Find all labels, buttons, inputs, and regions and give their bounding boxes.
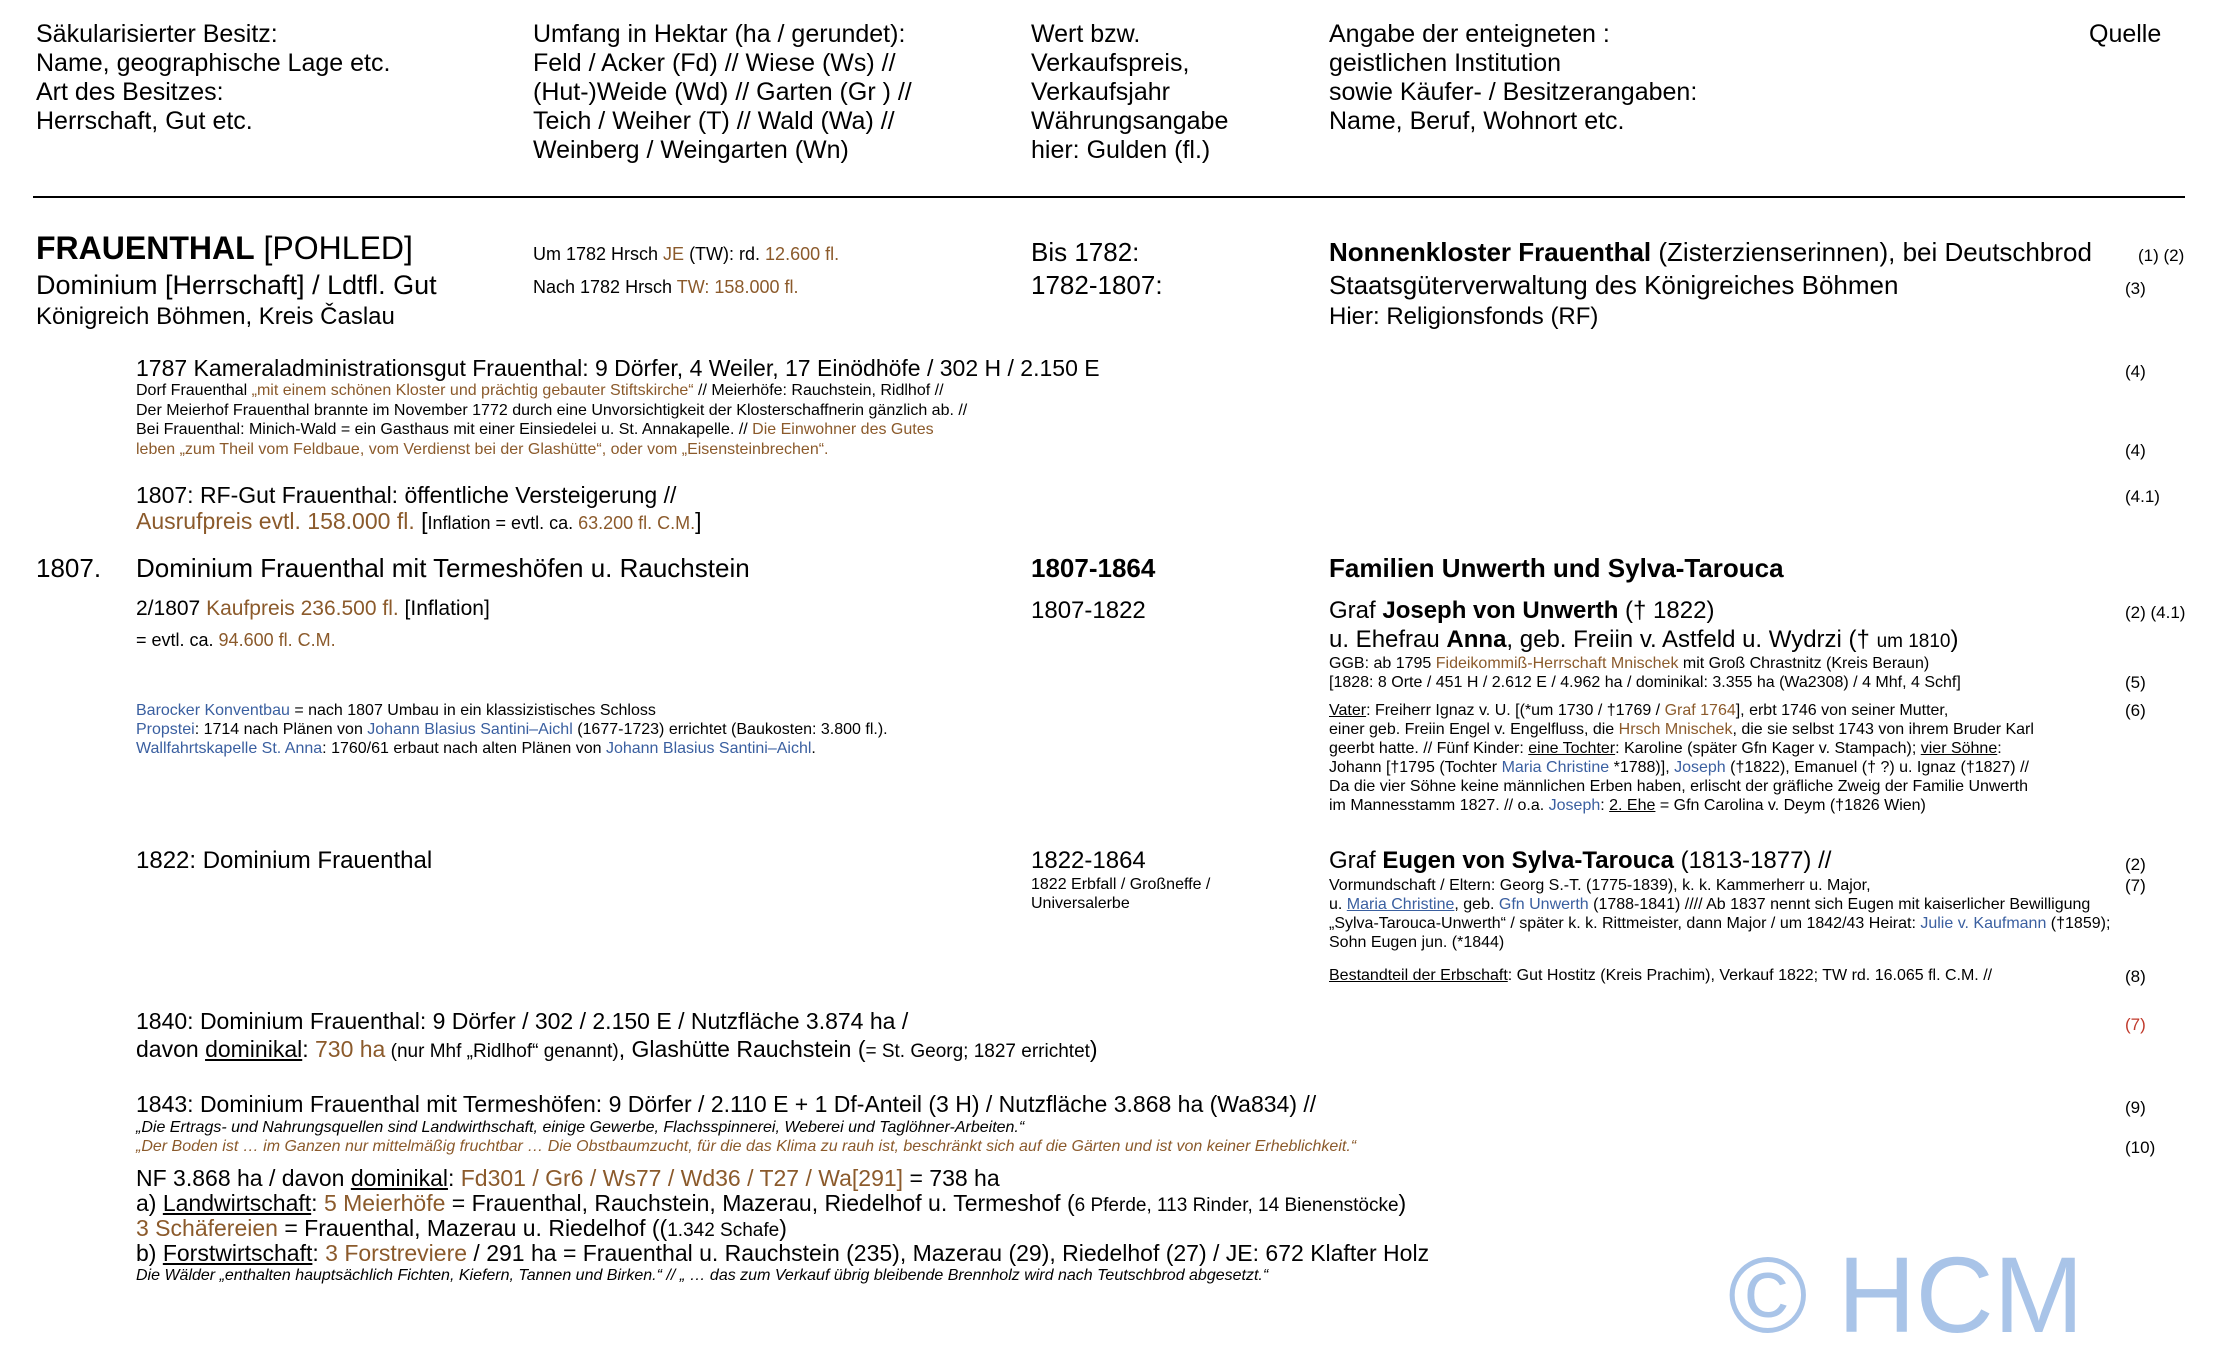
source-ref: (7) bbox=[2125, 1015, 2146, 1034]
header-col-property: Säkularisierter Besitz: Name, geographische Lage etc. Art des Besitzes: Herrschaft, Gut etc. bbox=[36, 20, 391, 135]
source-ref: (8) bbox=[2125, 967, 2146, 986]
section-1807-auction: 1807: RF-Gut Frauenthal: öffentliche Versteigerung // bbox=[136, 482, 677, 508]
estate-location: Königreich Böhmen, Kreis Časlau bbox=[36, 303, 395, 330]
period-1822-note: 1822 Erbfall / Großneffe / bbox=[1031, 876, 1211, 893]
owner-joseph-unwerth: Graf Joseph von Unwerth († 1822) bbox=[1329, 597, 1715, 624]
section-1787-title: 1787 Kameraladministrationsgut Frauenthal: 9 Dörfer, 4 Weiler, 17 Einödhöfe / 302 H / 2.150 E bbox=[136, 355, 1100, 381]
baroque-line: Propstei: 1714 nach Plänen von Johann Blasius Santini–Aichl (1677-1723) errichtet (Baukosten: 3.800 fl.). bbox=[136, 721, 888, 738]
inheritance-line: Bestandteil der Erbschaft: Gut Hostitz (Kreis Prachim), Verkauf 1822; TW rd. 16.065 fl. C.M. // bbox=[1329, 967, 1993, 984]
header-col-source: Quelle bbox=[2089, 20, 2162, 48]
estate-value-1782: Um 1782 Hrsch JE (TW): rd. 12.600 fl. bbox=[533, 244, 840, 264]
header-col-value: Wert bzw. Verkaufspreis, Verkaufsjahr Währungsangabe hier: Gulden (fl.) bbox=[1031, 20, 1229, 164]
guardian-line: Vormundschaft / Eltern: Georg S.-T. (1775-1839), k. k. Kammerherr u. Major, bbox=[1329, 877, 1871, 894]
estate-value-after-1782: Nach 1782 Hrsch TW: 158.000 fl. bbox=[533, 277, 799, 297]
father-line: im Mannesstamm 1827. // o.a. Joseph: 2. Ehe = Gfn Carolina v. Deym (†1826 Wien) bbox=[1329, 797, 1926, 814]
ggb-line: GGB: ab 1795 Fideikommiß-Herrschaft Mnischek mit Groß Chrastnitz (Kreis Beraun) bbox=[1329, 655, 1930, 672]
period-until-1782: Bis 1782: bbox=[1031, 237, 1140, 267]
source-ref: (4) bbox=[2125, 362, 2146, 381]
source-ref: (6) bbox=[2125, 701, 2146, 720]
purchase-price: 2/1807 Kaufpreis 236.500 fl. [Inflation] bbox=[136, 597, 490, 620]
forest-quote: Die Wälder „enthalten hauptsächlich Fichten, Kiefern, Tannen und Birken.“ // „ … das zum Verkauf übrig bleibende Brennholz wird nach Teutschbrod abgesetzt.“ bbox=[136, 1267, 1269, 1284]
source-ref: (1) (2) bbox=[2138, 246, 2185, 265]
source-ref: (3) bbox=[2125, 279, 2146, 298]
period-1807-1822: 1807-1822 bbox=[1031, 597, 1146, 624]
section-1807-title: Dominium Frauenthal mit Termeshöfen u. Rauchstein bbox=[136, 553, 750, 583]
owner-eugen-sylva-tarouca: Graf Eugen von Sylva-Tarouca (1813-1877) // bbox=[1329, 847, 1832, 874]
owner-religion-fund: Hier: Religionsfonds (RF) bbox=[1329, 303, 1599, 330]
quote-line: „Der Boden ist … im Ganzen nur mittelmäßig fruchtbar … Die Obstbaumzucht, für die das Klima zu rauh ist, beschränkt sich auf die Gärten und ist von keiner Erheblichkeit.“ bbox=[136, 1138, 1357, 1155]
estate-title: FRAUENTHAL [POHLED] bbox=[36, 230, 413, 266]
section-1787-line: Dorf Frauenthal „mit einem schönen Kloster und prächtig gebauter Stiftskirche“ // Meierhöfe: Rauchstein, Ridlhof // bbox=[136, 382, 944, 399]
guardian-line: u. Maria Christine, geb. Gfn Unwerth (1788-1841) //// Ab 1837 nennt sich Eugen mit kaiserlicher Bewilligung bbox=[1329, 896, 2091, 913]
owner-families: Familien Unwerth und Sylva-Tarouca bbox=[1329, 553, 1784, 583]
estate-type: Dominium [Herrschaft] / Ldtfl. Gut bbox=[36, 270, 437, 300]
guardian-line: Sohn Eugen jun. (*1844) bbox=[1329, 934, 1505, 951]
quote-line: „Die Ertrags- und Nahrungsquellen sind Landwirthschaft, einige Gewerbe, Flachsspinnerei, Weberei und Taglöhner-Arbeiten.“ bbox=[136, 1119, 1025, 1136]
year-1807: 1807. bbox=[36, 553, 102, 583]
section-1787-line: leben „zum Theil vom Feldbaue, vom Verdienst bei der Glashütte“, oder vom „Eisensteinbrechen“. bbox=[136, 441, 829, 458]
period-1782-1807: 1782-1807: bbox=[1031, 270, 1163, 300]
forestry-line: b) Forstwirtschaft: 3 Forstreviere / 291 ha = Frauenthal u. Rauchstein (235), Mazerau (29), Riedelhof (27) / JE: 672 Klafter Holz bbox=[136, 1240, 1430, 1266]
period-1822-1864: 1822-1864 bbox=[1031, 847, 1146, 874]
source-ref: (10) bbox=[2125, 1138, 2156, 1157]
owner-state-admin: Staatsgüterverwaltung des Königreiches Böhmen bbox=[1329, 270, 1899, 300]
father-line: einer geb. Freiin Engel v. Engelfluss, die Hrsch Mnischek, die sie selbst 1743 von ihrem Bruder Karl bbox=[1329, 721, 2034, 738]
source-ref: (5) bbox=[2125, 673, 2146, 692]
sheep-line: 3 Schäfereien = Frauenthal, Mazerau u. Riedelhof ((1.342 Schafe) bbox=[136, 1215, 787, 1241]
source-ref: (9) bbox=[2125, 1098, 2146, 1117]
ggb-line: [1828: 8 Orte / 451 H / 2.612 E / 4.962 ha / dominikal: 3.355 ha (Wa2308) / 4 Mhf, 4 Schf] bbox=[1329, 674, 1961, 691]
section-1787-line: Der Meierhof Frauenthal brannte im November 1772 durch eine Unvorsichtigkeit der Klosterschaffnerin gänzlich ab. // bbox=[136, 402, 968, 419]
section-1822-title: 1822: Dominium Frauenthal bbox=[136, 847, 433, 874]
section-1787-line: Bei Frauenthal: Minich-Wald = ein Gasthaus mit einer Einsiedelei u. St. Annakapelle. // Die Einwohner des Gutes bbox=[136, 421, 934, 438]
baroque-line: Barocker Konventbau = nach 1807 Umbau in ein klassizistisches Schloss bbox=[136, 702, 656, 719]
hcm-watermark: © HCM bbox=[1728, 1234, 2084, 1355]
agriculture-line: a) Landwirtschaft: 5 Meierhöfe = Frauenthal, Rauchstein, Mazerau, Riedelhof u. Termeshof (6 Pferde, 113 Rinder, 14 Bienenstöcke) bbox=[136, 1190, 1407, 1216]
owner-anna: u. Ehefrau Anna, geb. Freiin v. Astfeld u. Wydrzi († um 1810) bbox=[1329, 626, 1959, 653]
header-divider bbox=[33, 196, 2185, 198]
baroque-line: Wallfahrtskapelle St. Anna: 1760/61 erbaut nach alten Plänen von Johann Blasius Santini–Aichl. bbox=[136, 740, 816, 757]
period-1807-1864: 1807-1864 bbox=[1031, 553, 1156, 583]
section-1840-line: 1840: Dominium Frauenthal: 9 Dörfer / 302 / 2.150 E / Nutzfläche 3.874 ha / bbox=[136, 1008, 909, 1034]
source-ref: (7) bbox=[2125, 876, 2146, 895]
guardian-line: „Sylva-Tarouca-Unwerth“ / später k. k. Rittmeister, dann Major / um 1842/43 Heirat: Julie v. Kaufmann (†1859); bbox=[1329, 915, 2111, 932]
source-ref: (2) bbox=[2125, 855, 2146, 874]
owner-nunnery: Nonnenkloster Frauenthal (Zisterzienserinnen), bei Deutschbrod bbox=[1329, 237, 2092, 267]
source-ref: (4) bbox=[2125, 441, 2146, 460]
section-1807-auction-price: Ausrufpreis evtl. 158.000 fl. [Inflation = evtl. ca. 63.200 fl. C.M.] bbox=[136, 508, 702, 534]
purchase-price-cm: = evtl. ca. 94.600 fl. C.M. bbox=[136, 630, 336, 650]
period-1822-note: Universalerbe bbox=[1031, 895, 1130, 912]
father-line: geerbt hatte. // Fünf Kinder: eine Tochter: Karoline (später Gfn Kager v. Stampach); vier Söhne: bbox=[1329, 740, 2002, 757]
father-line: Vater: Freiherr Ignaz v. U. [(*um 1730 / †1769 / Graf 1764], erbt 1746 von seiner Mutter, bbox=[1329, 702, 1949, 719]
header-col-area: Umfang in Hektar (ha / gerundet): Feld / Acker (Fd) // Wiese (Ws) // (Hut-)Weide (Wd) // Garten (Gr ) // Teich / Weiher (T) // Wald (Wa) // Weinberg / Weingarten (Wn) bbox=[533, 20, 912, 164]
source-ref: (2) (4.1) bbox=[2125, 603, 2186, 622]
father-line: Johann [†1795 (Tochter Maria Christine *1788)], Joseph (†1822), Emanuel († ?) u. Ignaz (†1827) // bbox=[1329, 759, 2029, 776]
father-line: Da die vier Söhne keine männlichen Erben haben, erlischt der gräfliche Zweig der Familie Unwerth bbox=[1329, 778, 2029, 795]
nf-line: NF 3.868 ha / davon dominikal: Fd301 / Gr6 / Ws77 / Wd36 / T27 / Wa[291] = 738 ha bbox=[136, 1165, 1000, 1191]
section-1840-dominikal: davon dominikal: 730 ha (nur Mhf „Ridlhof“ genannt), Glashütte Rauchstein (= St. Georg; 1827 errichtet) bbox=[136, 1036, 1098, 1062]
header-col-institution: Angabe der enteigneten : geistlichen Institution sowie Käufer- / Besitzerangaben: Name, Beruf, Wohnort etc. bbox=[1329, 20, 1698, 135]
section-1843-title: 1843: Dominium Frauenthal mit Termeshöfen: 9 Dörfer / 2.110 E + 1 Df-Anteil (3 H) / Nutzfläche 3.868 ha (Wa834) // bbox=[136, 1091, 1317, 1117]
source-ref: (4.1) bbox=[2125, 487, 2160, 506]
